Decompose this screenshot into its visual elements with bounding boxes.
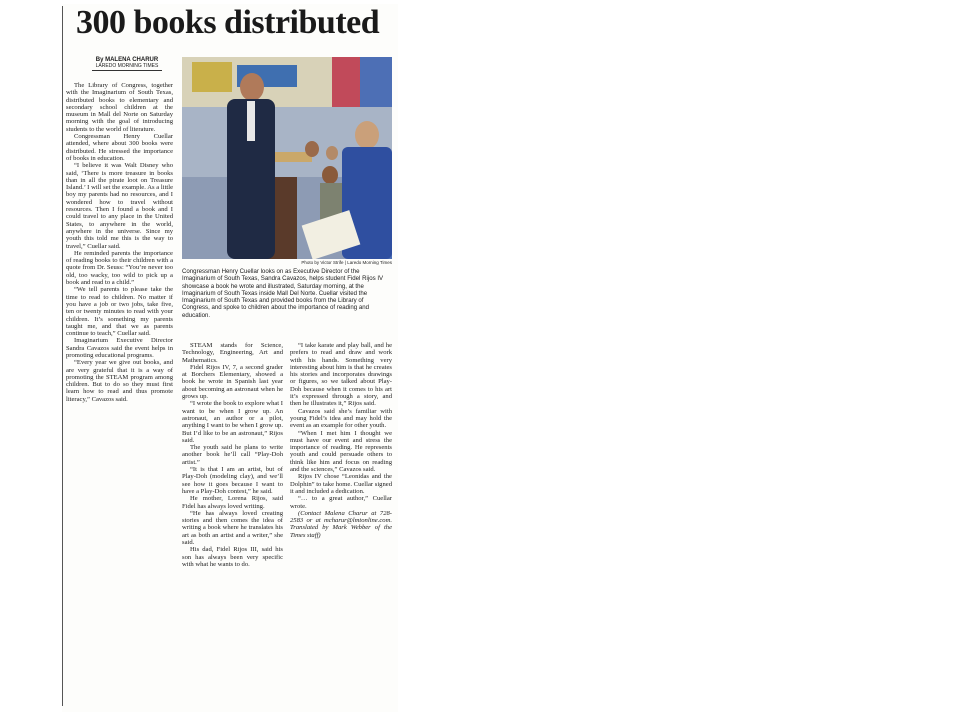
paragraph: The Library of Congress, together with the Imaginarium of South Texas, distributed books to elementary and secondary school children at the museum in Mall del Norte on Saturday morning with the goal of introducing students to the world of literature. [66, 82, 173, 133]
photo-credit: Photo by Victor Strife | Laredo Morning Times [301, 260, 392, 265]
photo-illustration [182, 57, 392, 259]
paragraph: He reminded parents the importance of reading books to their children with a quote from Dr. Seuss: “You’re never too old, too wacky, too wild to pick up a book and read to a child.” [66, 249, 173, 287]
article-column-3 [290, 342, 392, 708]
paragraph: The youth said he plans to write another book he’ll call “Play-Doh artist.” [182, 444, 283, 466]
column-rule [62, 6, 63, 706]
paragraph: Fidel Rijos IV, 7, a second grader at Borchers Elementary, showed a book he wrote in Spanish last year about becoming an astronaut when he grows up. [182, 363, 283, 401]
paragraph: “He has always loved creating stories and then comes the idea of writing a book where he translates his art as both an artist and a writer,” she said. [182, 509, 283, 547]
byline-publication: LAREDO MORNING TIMES [92, 63, 162, 71]
paragraph: He mother, Lorena Rijos, said Fidel has always loved writing. [182, 495, 283, 510]
paragraph: “It is that I am an artist, but of Play-Doh (modeling clay), and we’ll see how it goes because I want to have a Play-Doh contest,” he said. [182, 466, 283, 495]
paragraph: “I believe it was Walt Disney who said, ‘There is more treasure in books than in all the pirate loot on Treasure Island.’ I will set the example. As a little boy my parents had no resources, and I wondered how to travel without resources. Then I found a book and I could travel to any place in the United States, to anywhere in the world, anywhere in the universe. Since my youth this told me this is the way to travel,” Cuellar said. [66, 162, 173, 250]
paragraph: Congressman Henry Cuellar attended, where about 300 books were distributed. He stressed the importance of books in education. [66, 133, 173, 162]
paragraph: “When I met him I thought we must have our event and stress the importance of reading. He represents youth and could persuade others to think like him and focus on reading and the sciences,” Cavazos said. [290, 429, 392, 474]
headline: 300 books distributed [76, 4, 380, 41]
paragraph: “… to a great author,” Cuellar wrote. [290, 495, 392, 510]
paragraph: “Every year we give out books, and are very grateful that it is a way of promoting the STEAM program among children. But to do so they must first learn how to read and thus promote literacy,” Cavazos said. [66, 359, 173, 403]
paragraph: “We tell parents to please take the time to read to children. No matter if you have a job or two jobs, take five, ten or twenty minutes to read with your children. It’s something my parents taught me, and that we as parents continue to teach,” Cuellar said. [66, 286, 173, 338]
paragraph: His dad, Fidel Rijos III, said his son has always been very specific with what he wants to do. [182, 546, 283, 568]
paragraph: Imaginarium Executive Director Sandra Cavazos said the event helps in promoting educational programs. [66, 337, 173, 359]
article-column-1 [66, 82, 173, 708]
contact-signoff: (Contact Malena Charur at 728-2583 or at mcharur@lmtonline.com. Translated by Mark Webber of the Times staff) [290, 509, 392, 539]
photo-caption: Congressman Henry Cuellar looks on as Executive Director of the Imaginarium of South Texas, Sandra Cavazos, helps student Fidel Rijos IV showcase a book he wrote and illustrated, Saturday morning, at the Imaginarium of South Texas inside Mall Del Norte. Cuellar visited the Imaginarium of South Texas and provided books from the Library of Congress, and spoke to children about the importance of reading and education. [182, 268, 384, 319]
paragraph: Cavazos said she’s familiar with young Fidel’s idea and may hold the event as an example for other youth. [290, 407, 392, 430]
paragraph: STEAM stands for Science, Technology, Engineering, Art and Mathematics. [182, 342, 283, 364]
byline-author: By MALENA CHARUR [95, 57, 159, 63]
paragraph: “I take karate and play ball, and he prefers to read and draw and work with his hands. Something very interesting about him is that he creates his stories and incorporates drawings or figures, so we talked about Play-Doh because when it comes to his art it’s expressed through a story, and then he illustrates it,” Rijos said. [290, 342, 392, 408]
paragraph: Rijos IV chose “Leonidas and the Dolphin” to take home. Cuellar signed it and included a dedication. [290, 473, 392, 495]
news-photo [182, 57, 392, 259]
article-column-2 [182, 342, 283, 708]
byline [92, 57, 162, 71]
paragraph: “I wrote the book to explore what I want to be when I grow up. An astronaut, an author or a pilot, anything I want to be when I grow up. But I’d like to be an astronaut,” Rijos said. [182, 400, 283, 444]
